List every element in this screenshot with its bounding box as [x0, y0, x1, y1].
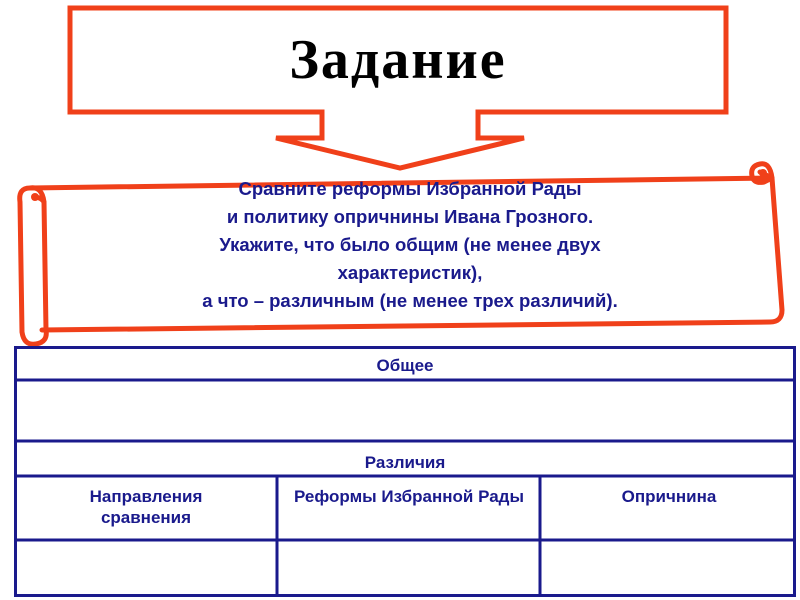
task-line: и политику опричнины Ивана Грозного.	[226, 206, 594, 227]
differences-header: Различия	[364, 453, 446, 472]
common-header: Общее	[376, 356, 434, 375]
task-line: характеристик),	[337, 262, 483, 283]
column-header-oprichnina: Опричнина	[621, 487, 717, 506]
task-line: Сравните реформы Избранной Рады	[238, 178, 582, 199]
answer-cell	[541, 541, 795, 597]
page-title: Задание	[289, 29, 507, 91]
task-line: Укажите, что было общим (не менее двух	[219, 234, 601, 255]
column-header-directions: Направления сравнения	[89, 487, 203, 527]
task-text	[60, 175, 760, 315]
answer-cell	[14, 541, 276, 597]
answer-cell	[278, 541, 540, 597]
column-header-reforms: Реформы Избранной Рады	[294, 487, 524, 506]
common-cell	[14, 381, 796, 441]
task-line: а что – различным (не менее трех различий).	[202, 290, 618, 311]
